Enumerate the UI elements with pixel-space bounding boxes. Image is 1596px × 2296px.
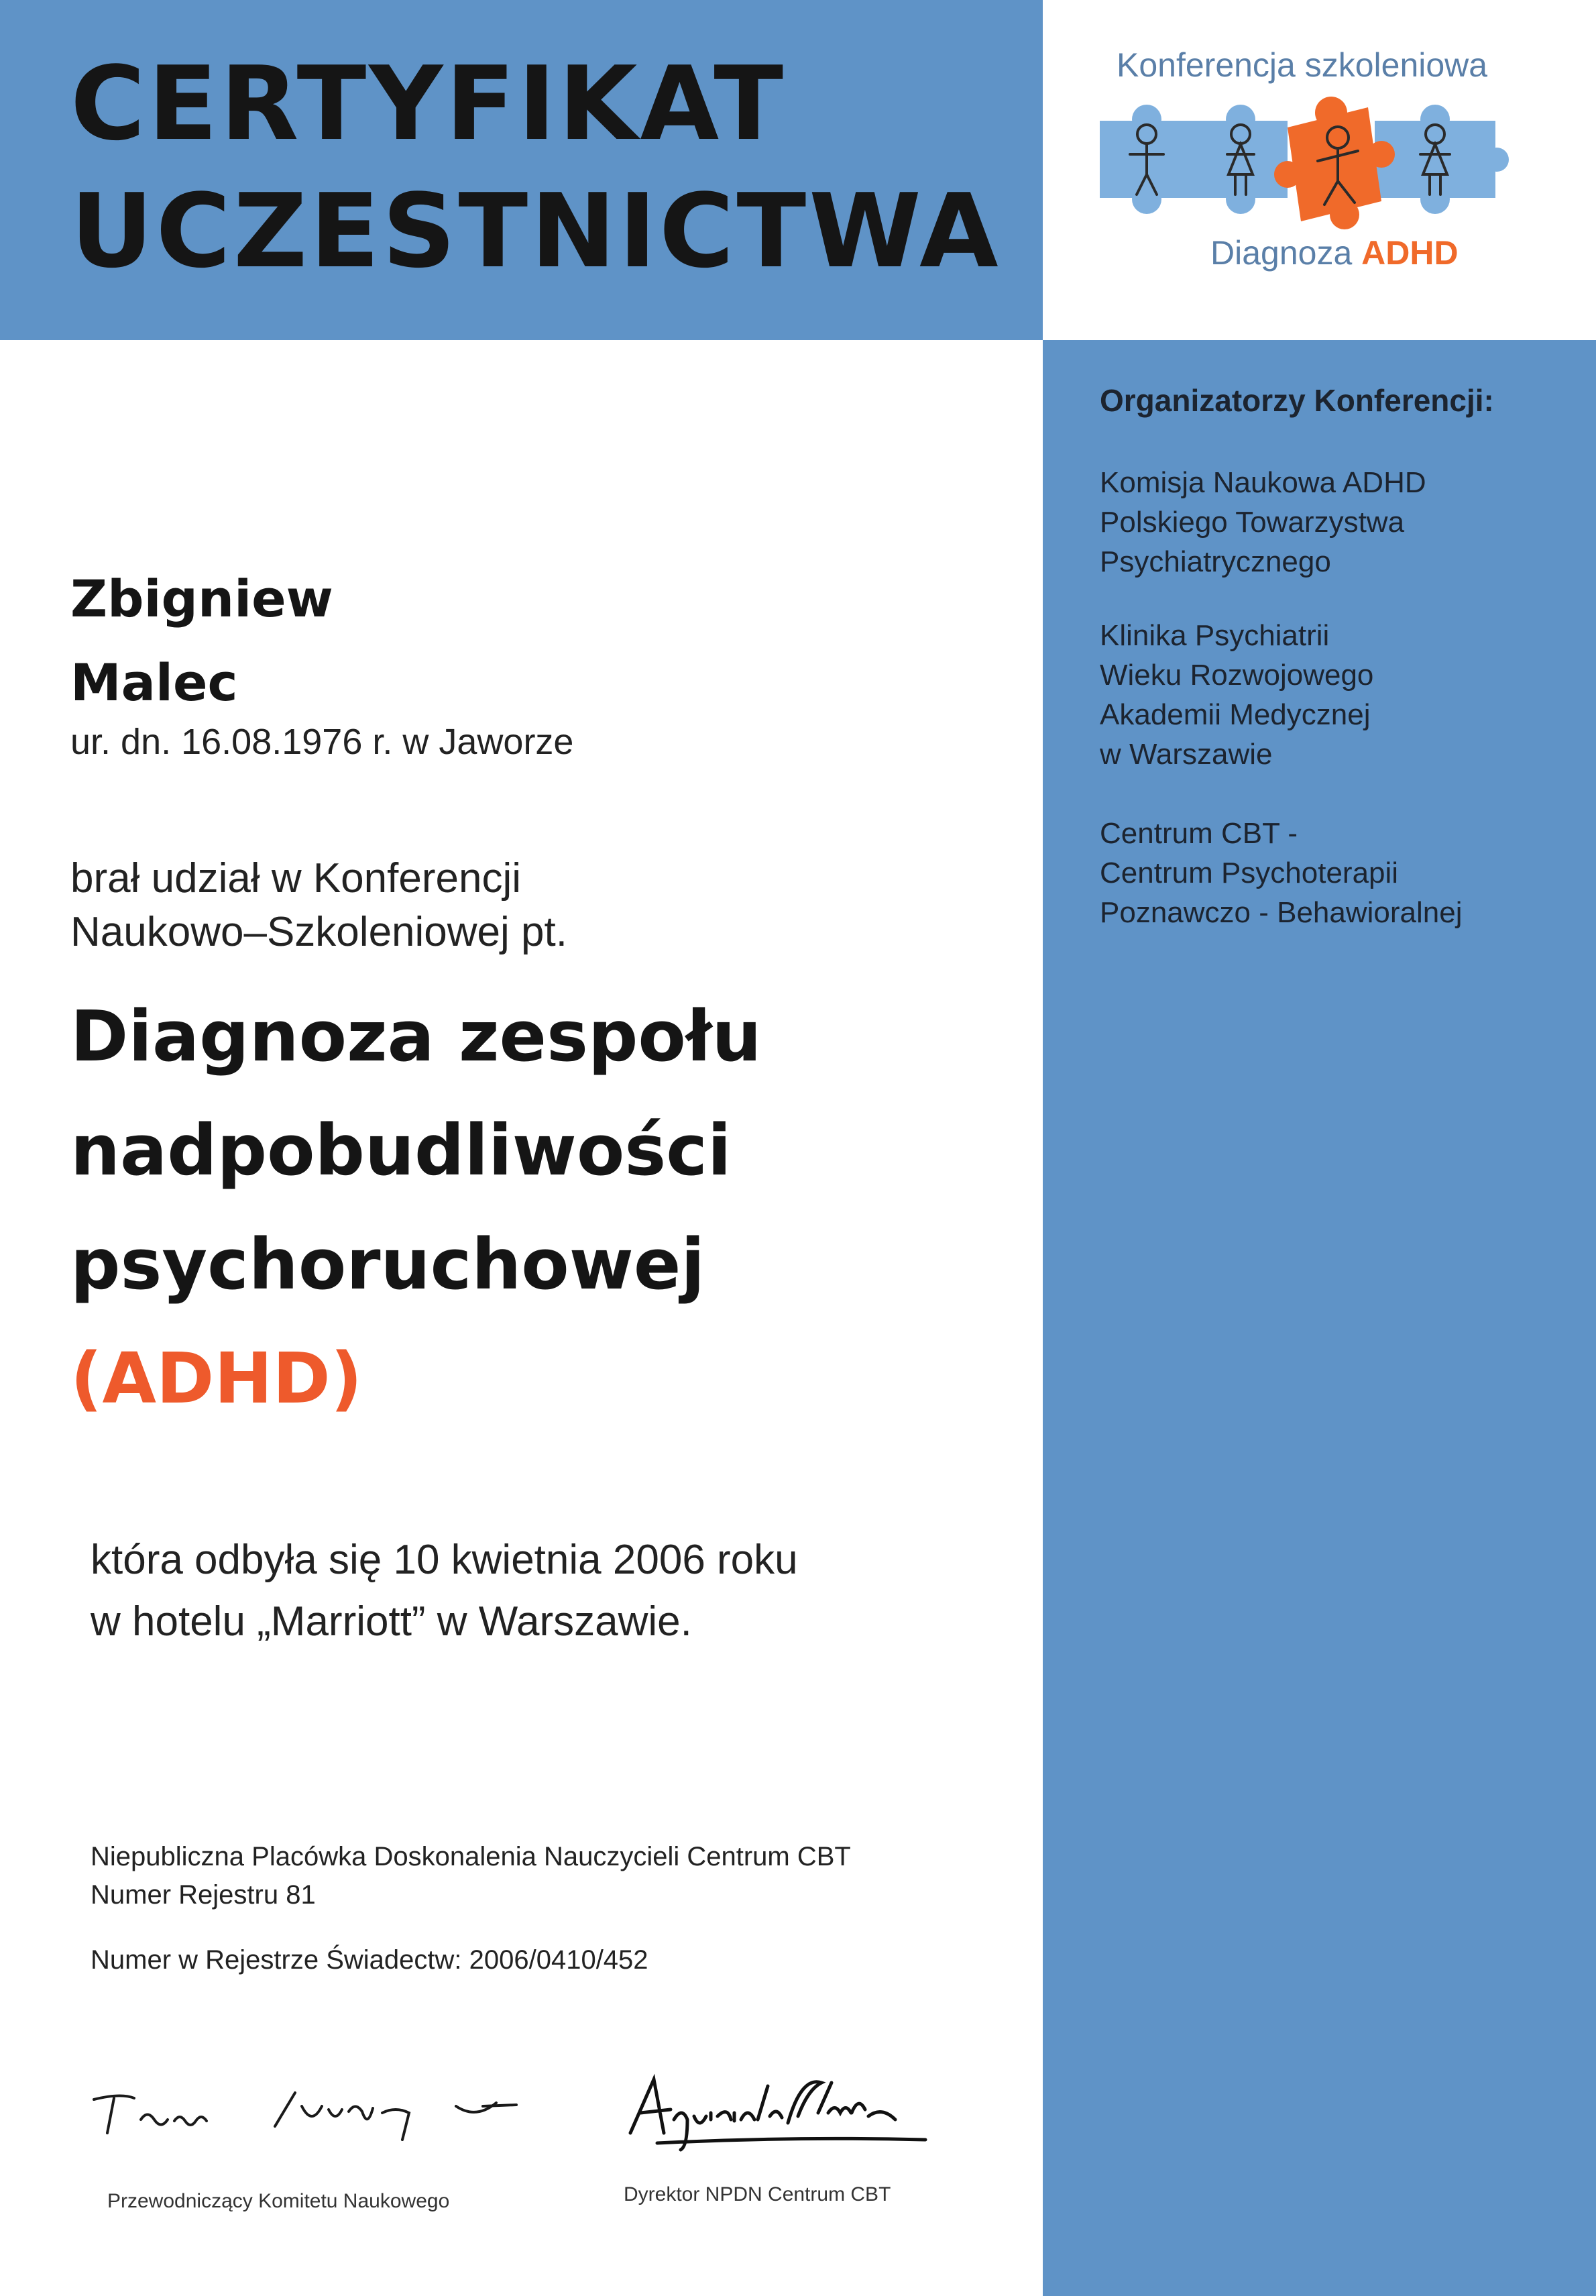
organizer-line: Psychiatrycznego (1100, 545, 1331, 578)
venue-line-2: w hotelu „Marriott” w Warszawie. (91, 1598, 692, 1645)
participation-text (70, 852, 567, 959)
institution-line-1: Niepubliczna Placówka Doskonalenia Nauczycieli Centrum CBT (91, 1842, 851, 1871)
certificate-title (70, 40, 1001, 295)
signature-left-icon (80, 2073, 563, 2153)
organizer-line: w Warszawie (1100, 738, 1273, 771)
participant-birth: ur. dn. 16.08.1976 r. w Jaworze (70, 722, 574, 762)
institution-info (91, 1838, 851, 1914)
topic-line-3: psychoruchowej (70, 1223, 705, 1305)
topic-line-2: nadpobudliwości (70, 1109, 732, 1191)
signature-right-icon (617, 2059, 939, 2160)
signature-left-caption: Przewodniczący Komitetu Naukowego (107, 2190, 450, 2212)
topic-accent: (ADHD) (70, 1337, 363, 1419)
organizer-line: Wieku Rozwojowego (1100, 659, 1374, 692)
logo-top-text: Konferencja szkoleniowa (1117, 46, 1488, 84)
conference-topic (70, 979, 762, 1435)
title-line-2: UCZESTNICTWA (70, 172, 1001, 290)
logo-bottom-word: Diagnoza (1210, 234, 1353, 272)
organizer-line: Centrum CBT - (1100, 817, 1298, 850)
organizer-line: Akademii Medycznej (1100, 698, 1371, 731)
organizer-line: Centrum Psychoterapii (1100, 857, 1399, 889)
organizer-line: Poznawczo - Behawioralnej (1100, 896, 1463, 929)
title-line-1: CERTYFIKAT (70, 44, 787, 163)
organizer-line: Komisja Naukowa ADHD (1100, 466, 1426, 499)
topic-line-1: Diagnoza zespołu (70, 995, 762, 1077)
participant-last-name: Malec (70, 653, 238, 712)
intro-line-2: Naukowo–Szkoleniowej pt. (70, 909, 567, 955)
institution-line-2: Numer Rejestru 81 (91, 1880, 316, 1910)
signature-right-caption: Dyrektor NPDN Centrum CBT (624, 2183, 891, 2205)
participant-first-name: Zbigniew (70, 569, 333, 628)
logo-adhd-accent: ADHD (1361, 234, 1459, 272)
organizer-line: Polskiego Towarzystwa (1100, 506, 1405, 539)
registry-number: Numer w Rejestrze Świadectw: 2006/0410/452 (91, 1945, 648, 1975)
venue-line-1: która odbyła się 10 kwietnia 2006 roku (91, 1537, 798, 1583)
conference-venue (91, 1529, 798, 1653)
organizers-heading: Organizatorzy Konferencji: (1100, 383, 1494, 418)
organizer-group-1 (1100, 463, 1426, 582)
organizer-group-2 (1100, 616, 1373, 774)
intro-line-1: brał udział w Konferencji (70, 855, 522, 901)
logo-bottom-text (1210, 233, 1459, 272)
organizer-line: Klinika Psychiatrii (1100, 619, 1330, 652)
organizer-group-3 (1100, 814, 1463, 932)
puzzle-children-icon (1086, 87, 1509, 235)
